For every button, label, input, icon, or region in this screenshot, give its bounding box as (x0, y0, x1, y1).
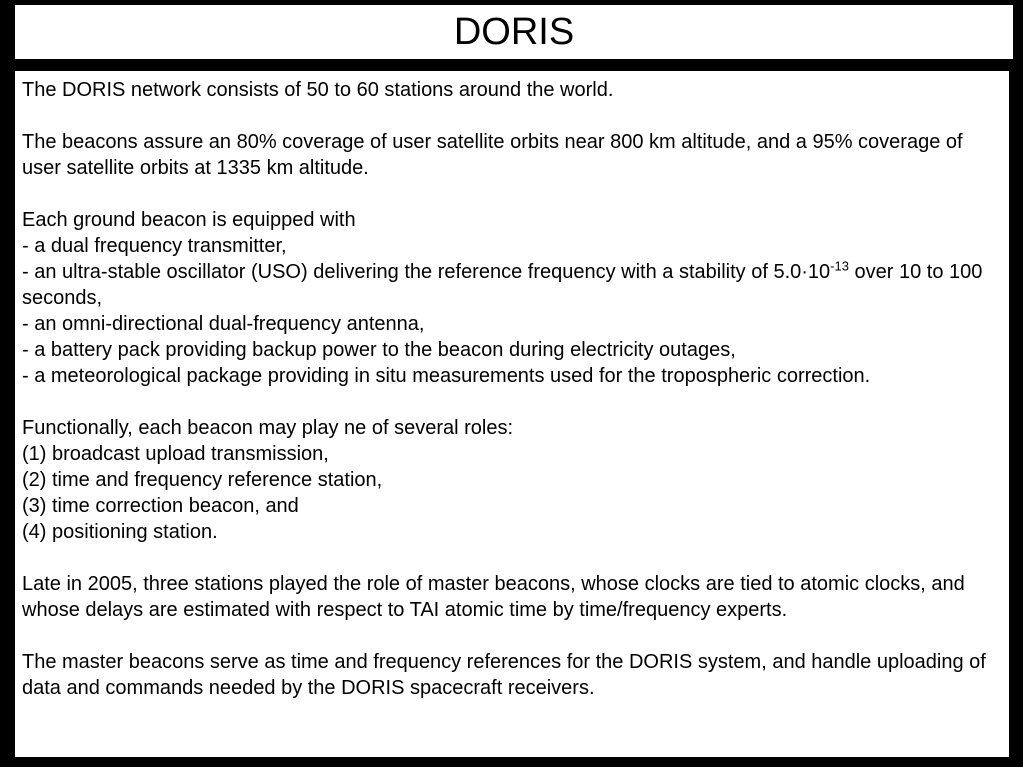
master-beacons-2005-paragraph: Late in 2005, three stations played the role of master beacons, whose clocks are tied to atomic clocks, and whose delays are estimated with respect to TAI atomic time by time/frequency experts. (22, 573, 965, 621)
equipment-item-meteorological: - a meteorological package providing in situ measurements used for the tropospheric correction. (22, 365, 871, 387)
oscillator-text-end: over 10 to 100 seconds, (22, 261, 983, 309)
stability-exponent: -13 (830, 258, 849, 274)
coverage-paragraph: The beacons assure an 80% coverage of user satellite orbits near 800 km altitude, and a 95% coverage of user satellite orbits at 1335 km altitude. (22, 131, 963, 179)
role-item-broadcast: (1) broadcast upload transmission, (22, 443, 329, 465)
oscillator-text: - an ultra-stable oscillator (USO) delivering the reference frequency with a stability of 5.0·10 (22, 261, 831, 283)
roles-paragraph (22, 415, 1001, 545)
slide-title: DORIS (453, 11, 575, 53)
title-box (15, 5, 1013, 59)
content-box (15, 71, 1009, 757)
role-item-positioning: (4) positioning station. (22, 521, 218, 543)
equipment-item-battery: - a battery pack providing backup power to the beacon during electricity outages, (22, 339, 736, 361)
role-item-reference: (2) time and frequency reference station, (22, 469, 383, 491)
master-beacons-role-paragraph: The master beacons serve as time and frequency references for the DORIS system, and handle uploading of data and commands needed by the DORIS spacecraft receivers. (22, 651, 986, 699)
role-item-correction: (3) time correction beacon, and (22, 495, 299, 517)
equipment-intro: Each ground beacon is equipped with (22, 209, 356, 231)
roles-intro: Functionally, each beacon may play ne of several roles: (22, 417, 514, 439)
equipment-paragraph (22, 207, 1001, 389)
equipment-item-oscillator (22, 259, 1001, 311)
network-paragraph: The DORIS network consists of 50 to 60 stations around the world. (22, 79, 614, 101)
equipment-item-antenna: - an omni-directional dual-frequency antenna, (22, 313, 425, 335)
equipment-item-transmitter: - a dual frequency transmitter, (22, 235, 287, 257)
